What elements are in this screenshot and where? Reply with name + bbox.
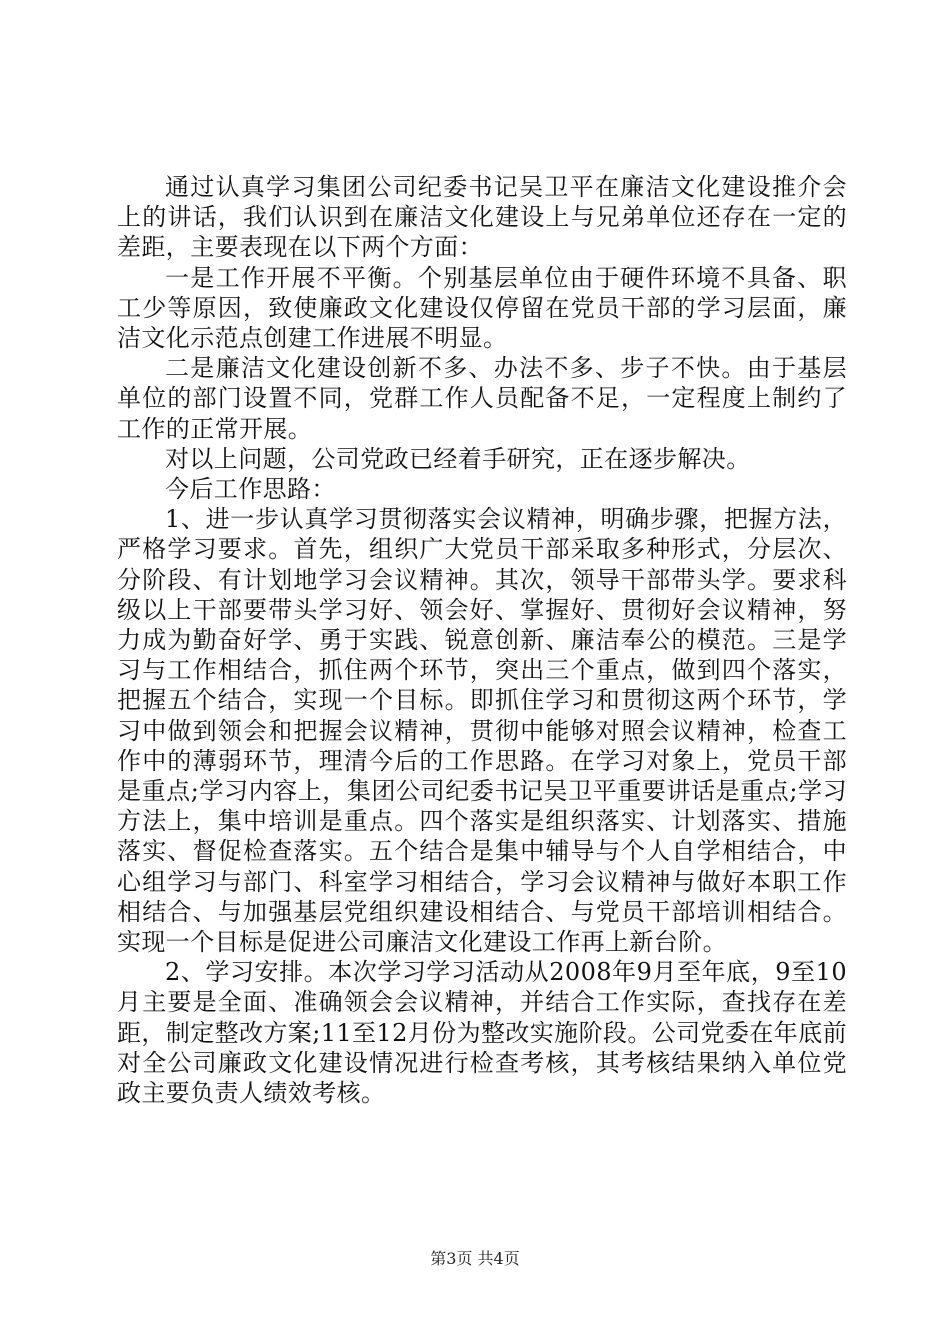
- paragraph-plan-1: 1、进一步认真学习贯彻落实会议精神，明确步骤，把握方法，严格学习要求。首先，组织广大党员干部采取多种形式，分层次、分阶段、有计划地学习会议精神。其次，领导干部带头学。要求科级以上干部要带头学习好、领会好、掌握好、贯彻好会议精神，努力成为勤奋好学、勇于实践、锐意创新、廉洁奉公的模范。三是学习与工作相结合，抓住两个环节，突出三个重点，做到四个落实，把握五个结合，实现一个目标。即抓住学习和贯彻这两个环节，学习中做到领会和把握会议精神，贯彻中能够对照会议精神，检查工作中的薄弱环节，理清今后的工作思路。在学习对象上，党员干部是重点;学习内容上，集团公司纪委书记吴卫平重要讲话是重点;学习方法上，集中培训是重点。四个落实是组织落实、计划落实、措施落实、督促检查落实。五个结合是集中辅导与个人自学相结合，中心组学习与部门、科室学习相结合，学习会议精神与做好本职工作相结合、与加强基层党组织建设相结合、与党员干部培训相结合。实现一个目标是促进公司廉洁文化建设工作再上新台阶。: [117, 505, 847, 957]
- paragraph-issue-2: 二是廉洁文化建设创新不多、办法不多、步子不快。由于基层单位的部门设置不同，党群工作人员配备不足，一定程度上制约了工作的正常开展。: [117, 354, 847, 443]
- paragraph-response: 对以上问题，公司党政已经着手研究，正在逐步解决。: [165, 444, 751, 473]
- paragraph-issue-1: 一是工作开展不平衡。个别基层单位由于硬件环境不具备、职工少等原因，致使廉政文化建设仅停留在党员干部的学习层面，廉洁文化示范点创建工作进展不明显。: [117, 263, 847, 353]
- paragraph-plan-heading: 今后工作思路：: [165, 475, 336, 504]
- page-number-footer: 第3页 共4页: [430, 1249, 520, 1268]
- document-body: [117, 172, 847, 1108]
- paragraph-plan-2: 2、学习安排。本次学习学习活动从2008年9月至年底，9至10月主要是全面、准确领会会议精神，并结合工作实际，查找存在差距，制定整改方案;11至12月份为整改实施阶段。公司党委在年底前对全公司廉政文化建设情况进行检查考核，其考核结果纳入单位党政主要负责人绩效考核。: [117, 958, 847, 1108]
- paragraph-intro: 通过认真学习集团公司纪委书记吴卫平在廉洁文化建设推介会上的讲话，我们认识到在廉洁文化建设上与兄弟单位还存在一定的差距，主要表现在以下两个方面：: [117, 173, 847, 262]
